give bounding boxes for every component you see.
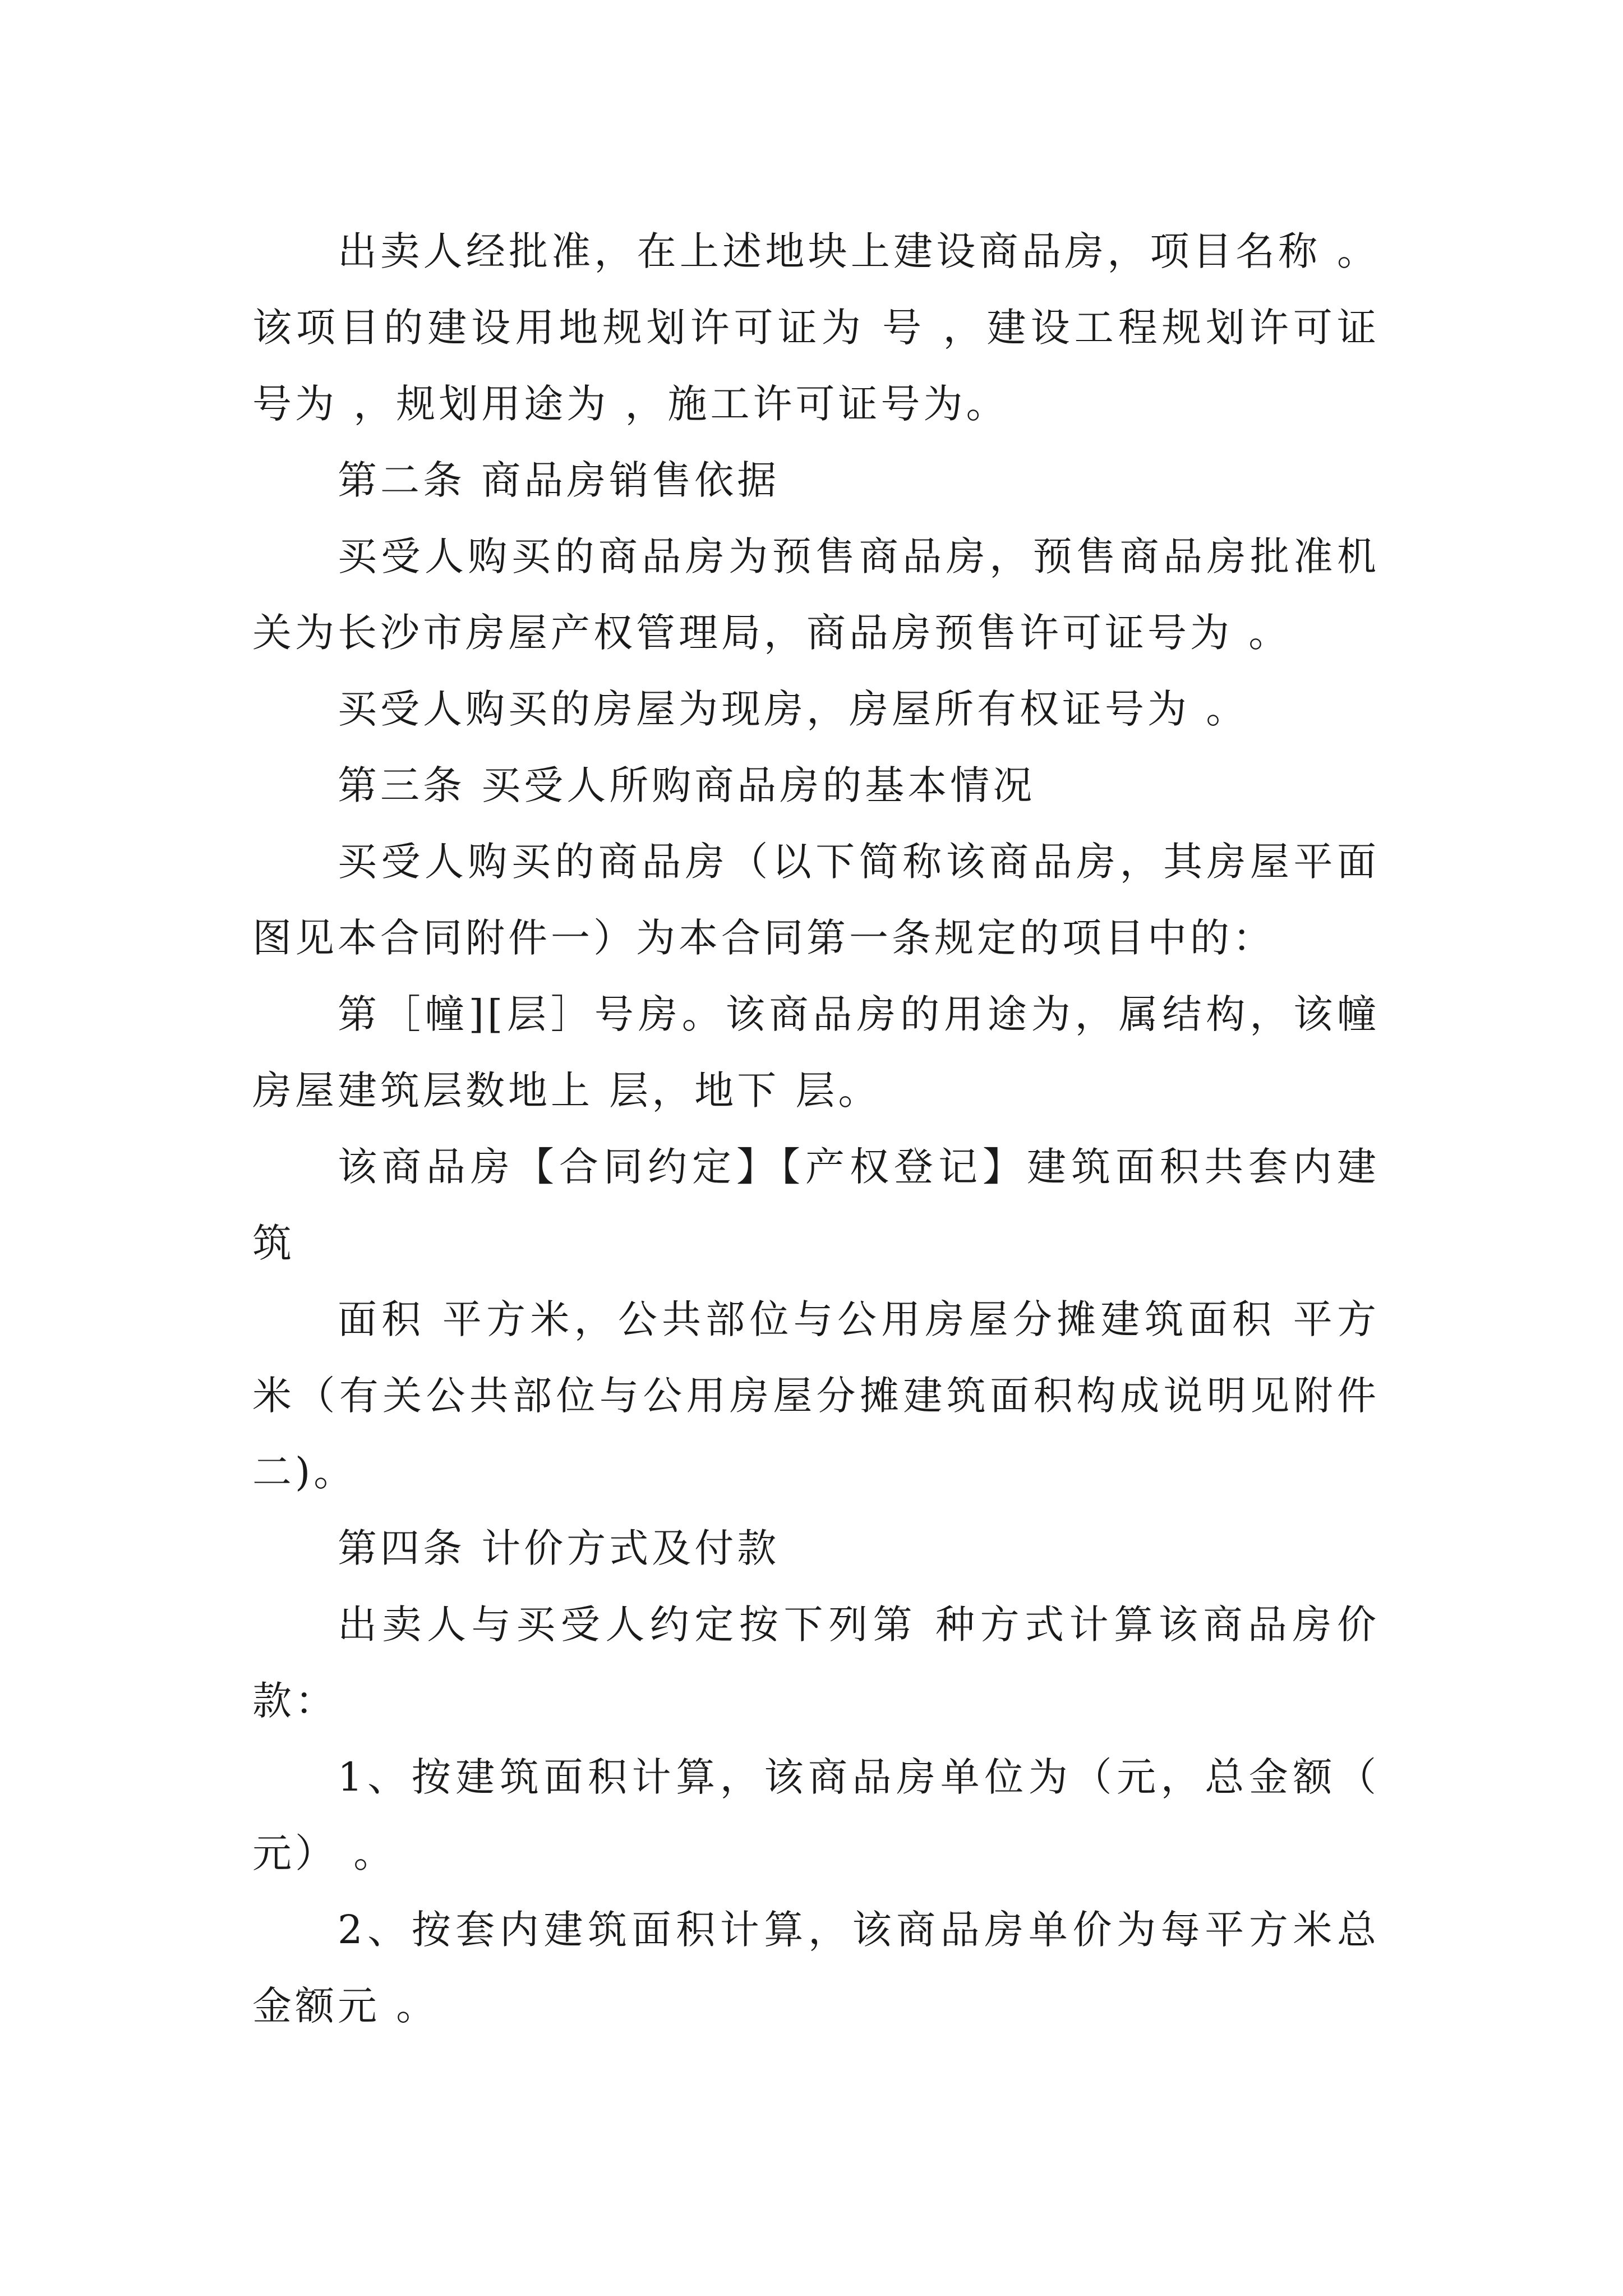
paragraph-shared-area: 面积 平方米，公共部位与公用房屋分摊建筑面积 平方米（有关公共部位与公用房屋分摊建筑面积构成说明见附件二)。 [252, 1296, 1380, 1495]
document-body [252, 213, 1396, 2044]
heading-article-4: 第四条 计价方式及付款 [338, 1525, 780, 1571]
heading-article-3: 第三条 买受人所购商品房的基本情况 [338, 762, 1036, 808]
paragraph-pricing-method: 出卖人与买受人约定按下列第 种方式计算该商品房价款： [252, 1602, 1380, 1724]
paragraph-building-floor: 第［幢][层］号房。该商品房的用途为，属结构，该幢房屋建筑层数地上 层，地下 层。 [252, 991, 1380, 1114]
paragraph-house-description: 买受人购买的商品房（以下简称该商品房，其房屋平面图见本合同附件一）为本合同第一条规定的项目中的： [252, 839, 1380, 961]
paragraph-pricing-option-1: 1、按建筑面积计算，该商品房单位为（元，总金额（ 元） 。 [252, 1754, 1396, 1876]
paragraph-building-area: 该商品房【合同约定】【产权登记】建筑面积共套内建筑 [252, 1144, 1380, 1266]
paragraph-presale-basis: 买受人购买的商品房为预售商品房，预售商品房批准机关为长沙市房屋产权管理局，商品房预售许可证号为 。 [252, 533, 1380, 656]
paragraph-project-approval: 出卖人经批准，在上述地块上建设商品房，项目名称 。该项目的建设用地规划许可证为 号 ，建设工程规划许可证号为 ，规划用途为 ，施工许可证号为。 [252, 228, 1380, 427]
heading-article-2: 第二条 商品房销售依据 [338, 457, 780, 503]
paragraph-existing-house: 买受人购买的房屋为现房，房屋所有权证号为 。 [338, 686, 1249, 732]
paragraph-pricing-option-2: 2、按套内建筑面积计算，该商品房单价为每平方米总金额元 。 [252, 1907, 1380, 2029]
